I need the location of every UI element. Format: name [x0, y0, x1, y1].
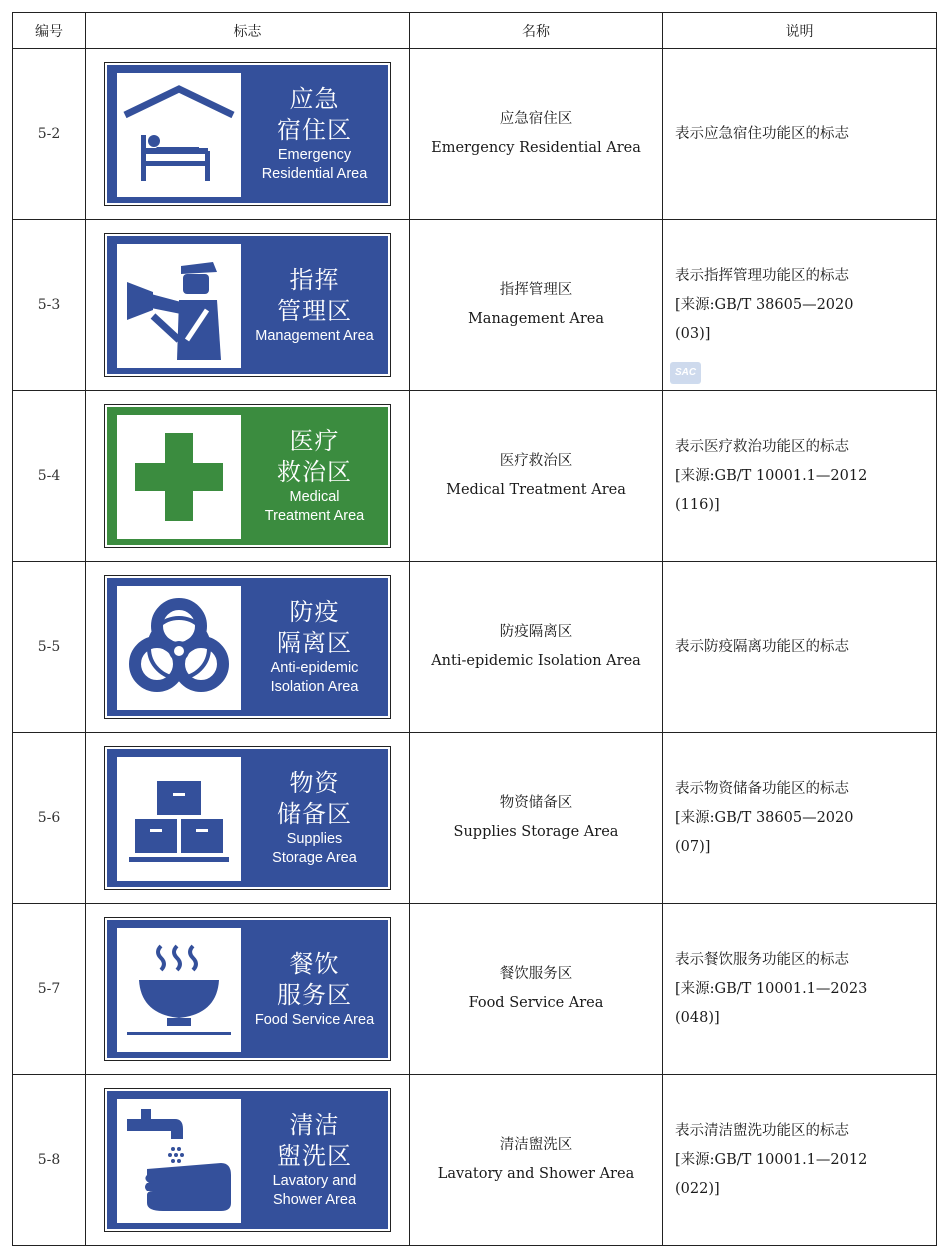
sign-title-cn-1: 物资 — [289, 769, 340, 797]
biohazard-icon — [117, 586, 241, 710]
name-cn: 应急宿住区 — [499, 111, 573, 127]
sign-title-cn-2: 管理区 — [277, 296, 352, 325]
description-line-3: (07)] — [675, 838, 711, 855]
name-cell — [410, 904, 663, 1075]
sign-text — [245, 920, 384, 1058]
sign-title-en-1: Management Area — [255, 327, 374, 344]
name-cell — [410, 733, 663, 904]
sign-title-cn-1: 应急 — [289, 85, 340, 113]
sign-text — [245, 65, 384, 203]
row-number: 5-3 — [13, 220, 86, 391]
shelter-bed-icon — [117, 73, 241, 197]
description-line-1: 表示清洁盥洗功能区的标志 — [675, 1122, 849, 1139]
description-line-3: (03)] — [675, 325, 711, 342]
sign-emergency-residential — [104, 62, 391, 206]
sign-panel — [107, 65, 388, 203]
sign-title-en-1: Anti-epidemic — [270, 660, 359, 676]
sign-management — [104, 233, 391, 377]
sign-panel — [107, 749, 388, 887]
header-name: 名称 — [410, 13, 663, 49]
sign-title-en-2: Residential Area — [261, 166, 368, 182]
sign-text — [245, 236, 384, 374]
row-number: 5-4 — [13, 391, 86, 562]
name-cn: 清洁盥洗区 — [499, 1137, 573, 1153]
food-bowl-icon — [117, 928, 241, 1052]
description-line-2: [来源:GB/T 10001.1—2023 — [675, 980, 868, 997]
name-cn: 防疫隔离区 — [499, 624, 573, 640]
sign-title-cn-1: 指挥 — [289, 265, 340, 294]
name-cell — [410, 49, 663, 220]
description-line-3: (022)] — [675, 1180, 720, 1197]
sign-title-en-2: Shower Area — [272, 1192, 357, 1208]
description-line-2: [来源:GB/T 38605—2020 — [675, 809, 854, 826]
sign-anti-epidemic — [104, 575, 391, 719]
sign-title-en-1: Medical — [289, 489, 340, 505]
name-en: Food Service Area — [468, 995, 604, 1011]
sign-title-cn-2: 储备区 — [277, 800, 352, 828]
sign-panel — [107, 236, 388, 374]
sign-title-en-1: Lavatory and — [272, 1173, 357, 1189]
sign-text — [245, 407, 384, 545]
table-row — [13, 562, 937, 733]
description-line-3: (116)] — [675, 496, 720, 513]
boxes-icon — [117, 757, 241, 881]
sign-title-en-2: Storage Area — [272, 850, 357, 866]
sign-cell — [86, 391, 410, 562]
sign-title-cn-1: 清洁 — [289, 1111, 340, 1139]
sign-text — [245, 578, 384, 716]
name-en: Supplies Storage Area — [453, 824, 619, 840]
table-row — [13, 733, 937, 904]
name-cell — [410, 1075, 663, 1246]
description-line-2: [来源:GB/T 10001.1—2012 — [675, 467, 868, 484]
description-cell — [663, 904, 937, 1075]
row-number: 5-2 — [13, 49, 86, 220]
sign-panel — [107, 407, 388, 545]
description-line-1: 表示防疫隔离功能区的标志 — [675, 638, 849, 655]
name-en: Management Area — [467, 311, 605, 327]
name-cn: 餐饮服务区 — [499, 966, 573, 982]
name-en: Anti-epidemic Isolation Area — [431, 653, 641, 669]
sign-cell — [86, 904, 410, 1075]
sac-watermark: SAC — [670, 362, 701, 384]
sign-title-en-2: Treatment Area — [264, 508, 365, 524]
description-cell — [663, 562, 937, 733]
sign-panel — [107, 1091, 388, 1229]
table-row — [13, 1075, 937, 1246]
description-cell — [663, 220, 937, 391]
officer-megaphone-icon — [117, 244, 241, 368]
row-number: 5-8 — [13, 1075, 86, 1246]
signs-table — [12, 12, 937, 1246]
name-cell — [410, 391, 663, 562]
table-row — [13, 904, 937, 1075]
sign-title-cn-2: 宿住区 — [277, 116, 352, 144]
sign-cell — [86, 220, 410, 391]
sign-title-cn-2: 服务区 — [277, 980, 352, 1009]
table-row — [13, 49, 937, 220]
description-line-3: (048)] — [675, 1009, 720, 1026]
sign-title-en-1: Supplies — [286, 831, 343, 847]
description-cell — [663, 1075, 937, 1246]
sign-title-cn-1: 餐饮 — [289, 949, 340, 978]
sign-title-en-1: Food Service Area — [254, 1011, 375, 1028]
sign-medical-treatment — [104, 404, 391, 548]
name-cell — [410, 220, 663, 391]
header-number: 编号 — [13, 13, 86, 49]
description-line-1: 表示餐饮服务功能区的标志 — [675, 951, 849, 968]
sign-title-cn-1: 防疫 — [289, 598, 340, 626]
name-cell — [410, 562, 663, 733]
sign-cell — [86, 733, 410, 904]
sign-cell — [86, 1075, 410, 1246]
description-cell — [663, 49, 937, 220]
sign-panel — [107, 920, 388, 1058]
description-cell — [663, 733, 937, 904]
row-number: 5-5 — [13, 562, 86, 733]
description-line-2: [来源:GB/T 38605—2020 — [675, 296, 854, 313]
table-row — [13, 220, 937, 391]
sign-title-en-2: Isolation Area — [270, 679, 359, 695]
sign-food-service — [104, 917, 391, 1061]
sign-text — [245, 1091, 384, 1229]
description-line-1: 表示应急宿住功能区的标志 — [675, 125, 849, 142]
sign-title-cn-2: 救治区 — [277, 458, 352, 486]
description-line-1: 表示医疗救治功能区的标志 — [675, 438, 849, 455]
hand-washing-icon — [117, 1099, 241, 1223]
description-line-1: 表示物资储备功能区的标志 — [675, 780, 849, 797]
header-row — [13, 13, 937, 49]
sign-title-cn-2: 隔离区 — [277, 629, 352, 657]
name-cn: 医疗救治区 — [499, 453, 573, 469]
description-line-1: 表示指挥管理功能区的标志 — [675, 267, 849, 284]
sign-title-cn-2: 盥洗区 — [277, 1142, 352, 1170]
sign-panel — [107, 578, 388, 716]
sign-title-en-1: Emergency — [277, 147, 352, 163]
name-cn: 指挥管理区 — [499, 282, 573, 298]
row-number: 5-7 — [13, 904, 86, 1075]
sign-title-cn-1: 医疗 — [289, 427, 340, 455]
sign-cell — [86, 562, 410, 733]
row-number: 5-6 — [13, 733, 86, 904]
sign-text — [245, 749, 384, 887]
header-sign: 标志 — [86, 13, 410, 49]
name-en: Emergency Residential Area — [431, 140, 641, 156]
name-cn: 物资储备区 — [499, 795, 573, 811]
description-cell — [663, 391, 937, 562]
header-description: 说明 — [663, 13, 937, 49]
sign-lavatory-shower — [104, 1088, 391, 1232]
table-row — [13, 391, 937, 562]
description-line-2: [来源:GB/T 10001.1—2012 — [675, 1151, 868, 1168]
sign-cell — [86, 49, 410, 220]
name-en: Lavatory and Shower Area — [437, 1166, 635, 1182]
name-en: Medical Treatment Area — [446, 482, 626, 498]
medical-cross-icon — [117, 415, 241, 539]
sign-supplies-storage — [104, 746, 391, 890]
